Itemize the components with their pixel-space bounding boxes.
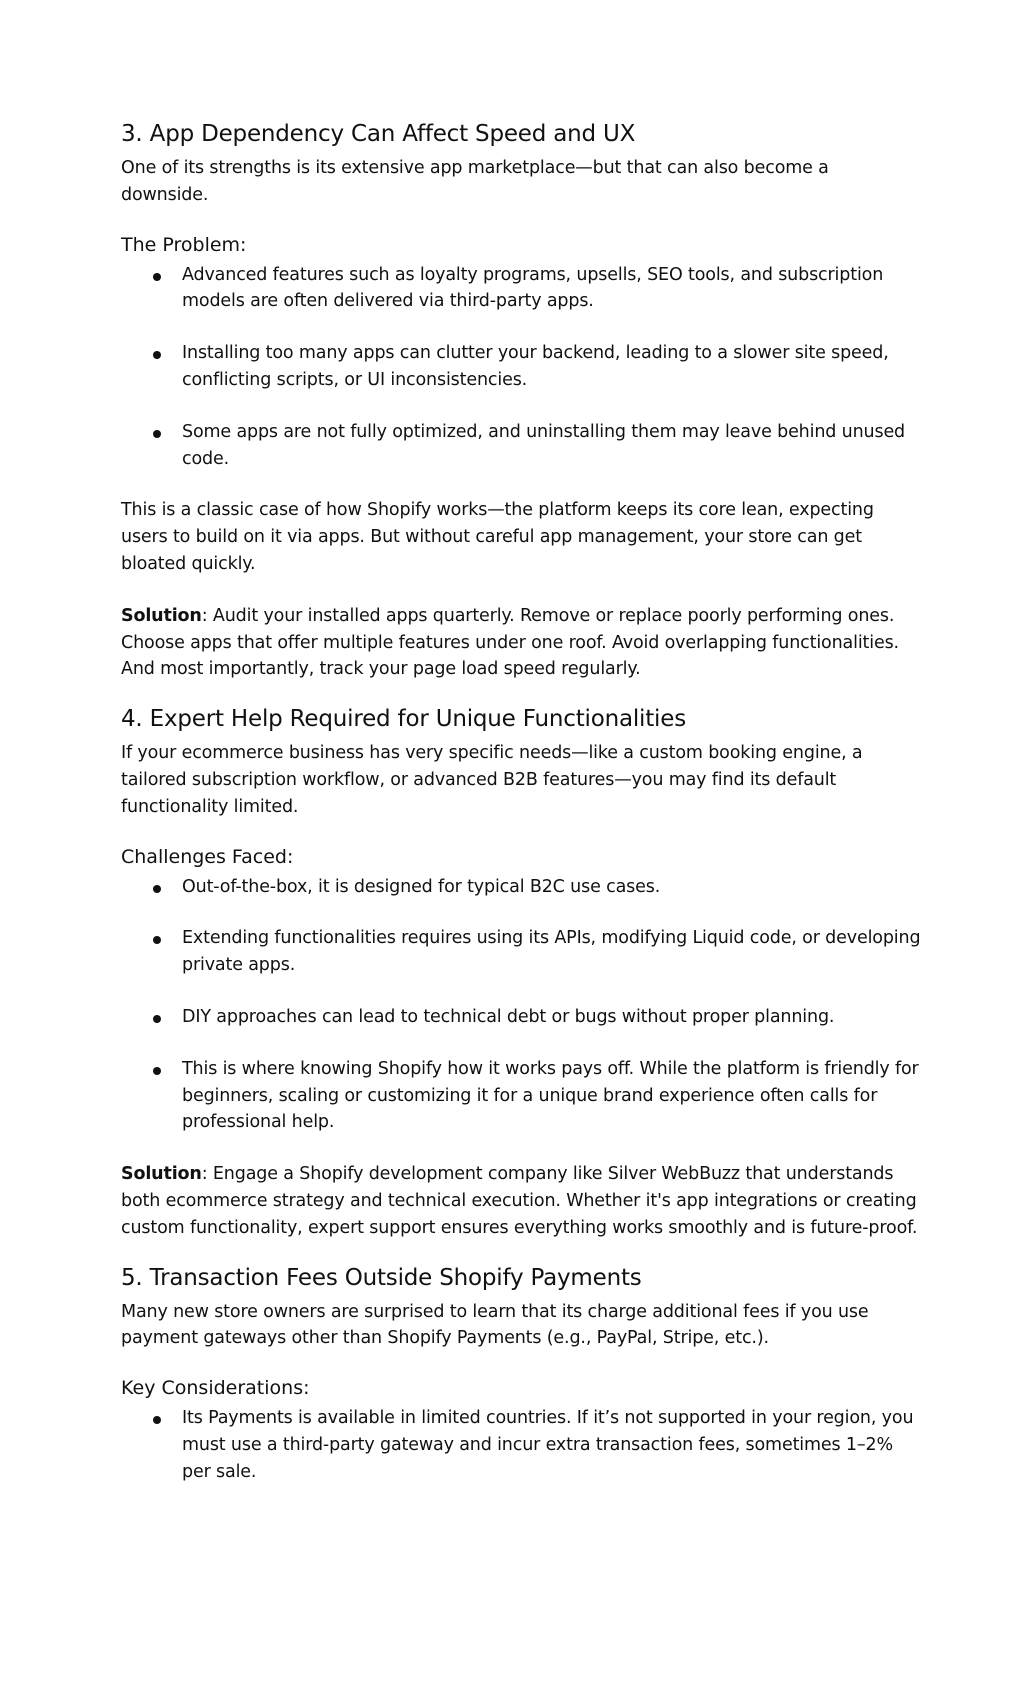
section-3-solution — [121, 603, 921, 683]
list-item — [121, 262, 921, 316]
bullet-dot-icon — [153, 1416, 161, 1424]
section-5-heading: 5. Transaction Fees Outside Shopify Payments — [121, 1264, 642, 1291]
list-item — [121, 1004, 921, 1031]
list-item — [121, 874, 921, 901]
section-4-solution — [121, 1161, 921, 1241]
bullet-dot-icon — [153, 1015, 161, 1023]
list-item-text: Its Payments is available in limited countries. If it’s not supported in your region, you must use a third-party gateway and incur extra transaction fees, sometimes 1–2% per sale. — [182, 1408, 914, 1482]
section-4-heading: 4. Expert Help Required for Unique Functionalities — [121, 706, 686, 733]
list-item-text: Extending functionalities requires using its APIs, modifying Liquid code, or developing private apps. — [182, 928, 921, 976]
bullet-dot-icon — [153, 430, 161, 438]
list-item — [121, 1056, 921, 1136]
list-item-text: Some apps are not fully optimized, and uninstalling them may leave behind unused code. — [182, 421, 906, 469]
solution-text: : Engage a Shopify development company like Silver WebBuzz that understands both ecommerce strategy and technical execution. Whether it's app integrations or creating custom functionality, expert support ensures everything works smoothly and is future-proof. — [121, 1164, 918, 1238]
section-4-bullet-list — [121, 874, 921, 1137]
section-5-intro: Many new store owners are surprised to learn that its charge additional fees if you use payment gateways other than Shopify Payments (e.g., PayPal, Stripe, etc.). — [121, 1301, 869, 1349]
section-5-bullet-list — [121, 1405, 921, 1485]
solution-label: Solution — [121, 1164, 202, 1185]
section-5-subheading: Key Considerations: — [121, 1377, 310, 1400]
bullet-dot-icon — [153, 885, 161, 893]
list-item — [121, 340, 921, 394]
list-item-text: DIY approaches can lead to technical debt or bugs without proper planning. — [182, 1006, 835, 1027]
bullet-dot-icon — [153, 351, 161, 359]
list-item — [121, 419, 921, 473]
bullet-dot-icon — [153, 273, 161, 281]
section-3-subheading: The Problem: — [121, 233, 247, 256]
list-item-text: This is where knowing Shopify how it works pays off. While the platform is friendly for beginners, scaling or customizing it for a unique brand experience often calls for professional help. — [182, 1058, 919, 1133]
section-4-subheading: Challenges Faced: — [121, 845, 294, 868]
section-3-heading: 3. App Dependency Can Affect Speed and UX — [121, 121, 636, 147]
section-3-intro: One of its strengths is its extensive app marketplace—but that can also become a downside. — [121, 158, 829, 205]
document-page — [121, 118, 921, 1486]
solution-text: : Audit your installed apps quarterly. Remove or replace poorly performing ones. Choose apps that offer multiple features under one roof. Avoid overlapping functionalities. And most importantly, track your page load speed regularly. — [121, 605, 899, 680]
section-4-intro: If your ecommerce business has very specific needs—like a custom booking engine, a tailored subscription workflow, or advanced B2B features—you may find its default functionality limited. — [121, 743, 863, 817]
solution-label: Solution — [121, 605, 202, 626]
bullet-dot-icon — [153, 936, 161, 944]
section-3-paragraph: This is a classic case of how Shopify works—the platform keeps its core lean, expecting users to build on it via apps. But without careful app management, your store can get bloated quickly. — [121, 500, 874, 574]
list-item — [121, 925, 921, 979]
list-item-text: Out-of-the-box, it is designed for typical B2C use cases. — [182, 876, 661, 897]
bullet-dot-icon — [153, 1067, 161, 1075]
list-item-text: Installing too many apps can clutter your backend, leading to a slower site speed, conflicting scripts, or UI inconsistencies. — [182, 343, 889, 390]
list-item-text: Advanced features such as loyalty programs, upsells, SEO tools, and subscription models are often delivered via third-party apps. — [182, 264, 884, 312]
section-3-bullet-list — [121, 262, 921, 473]
list-item — [121, 1405, 921, 1485]
